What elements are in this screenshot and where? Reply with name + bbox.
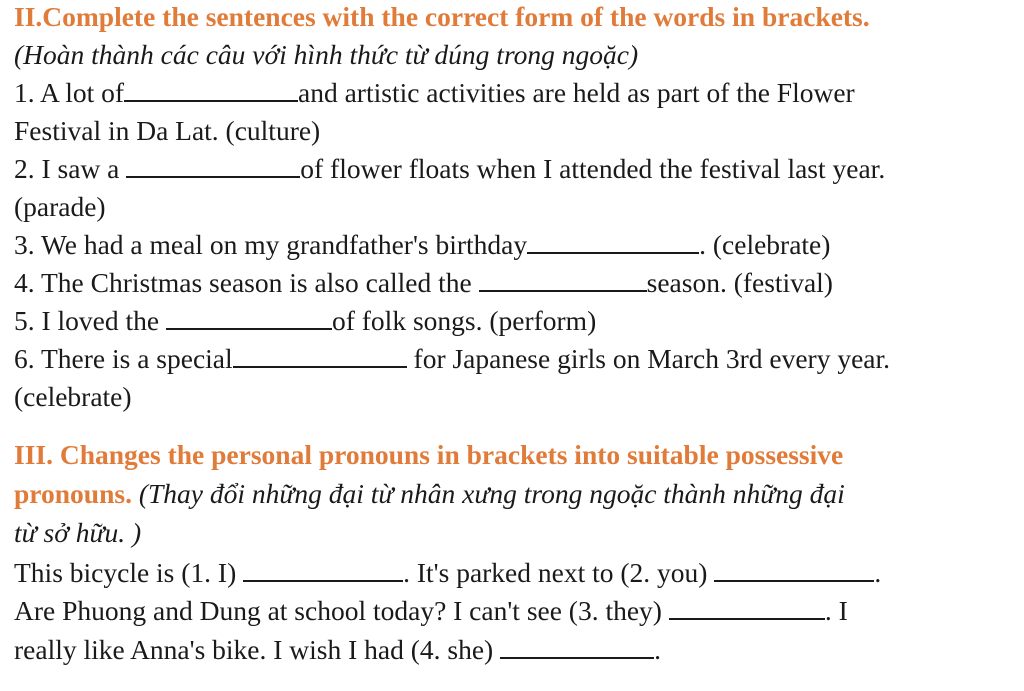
pronoun-blank-1[interactable] [243, 560, 403, 582]
item-6-continuation: (celebrate) [14, 381, 132, 412]
item-2-text-before: 2. I saw a [14, 153, 127, 184]
pronoun-blank-4[interactable] [500, 637, 654, 659]
item-1-answer-blank[interactable] [124, 80, 298, 102]
item-5-text-before: 5. I loved the [14, 305, 166, 336]
pronoun-blank-2[interactable] [714, 560, 874, 582]
passage-text: Are Phuong and Dung at school today? I can't see (3. they) [14, 595, 669, 626]
section-3-heading: III. Changes the personal pronouns in brackets into suitable possessive [14, 439, 844, 470]
item-4-answer-blank[interactable] [479, 270, 647, 292]
passage-line-1 [14, 556, 881, 590]
section-3-translation-continued: từ sở hữu. ) [14, 517, 142, 548]
item-1-continuation: Festival in Da Lat. (culture) [14, 115, 321, 146]
item-4-text-before: 4. The Christmas season is also called the [14, 267, 479, 298]
item-6-text-after: for Japanese girls on March 3rd every year. [406, 343, 891, 374]
exercise-item-4 [14, 266, 833, 300]
pronoun-blank-3[interactable] [669, 598, 825, 620]
passage-line-3 [14, 633, 661, 667]
item-2-answer-blank[interactable] [126, 156, 300, 178]
exercise-item-3 [14, 228, 830, 262]
item-5-text-after: of folk songs. (perform) [331, 305, 597, 336]
item-3-text-after: . (celebrate) [699, 229, 831, 260]
item-5-answer-blank[interactable] [166, 308, 332, 330]
passage-line-2 [14, 594, 848, 628]
exercise-item-6 [14, 342, 890, 376]
item-3-text-before: 3. We had a meal on my grandfather's birthday [14, 229, 528, 260]
passage-text: . [654, 634, 661, 665]
item-6-text-before: 6. There is a special [14, 343, 233, 374]
section-3-translation: (Thay đổi những đại từ nhân xưng trong ngoặc thành những đại [131, 478, 845, 509]
item-6-answer-blank[interactable] [233, 346, 407, 368]
item-3-answer-blank[interactable] [527, 232, 699, 254]
item-2-text-after: of flower floats when I attended the festival last year. [300, 153, 886, 184]
item-1-text-after: and artistic activities are held as part of the Flower [298, 77, 855, 108]
passage-text: . I [824, 595, 848, 626]
exercise-item-1 [14, 76, 855, 110]
item-4-text-after: season. (festival) [646, 267, 833, 298]
item-1-text-before: 1. A lot of [14, 77, 125, 108]
exercise-item-2 [14, 152, 885, 186]
passage-text: . [874, 557, 882, 588]
section-3-heading-continued [14, 477, 845, 511]
section-2-heading: II.Complete the sentences with the correct form of the words in brackets. [14, 1, 870, 32]
passage-text: This bicycle is (1. I) [14, 557, 244, 588]
exercise-item-5 [14, 304, 596, 338]
item-2-continuation: (parade) [14, 191, 106, 222]
section-2-translation: (Hoàn thành các câu với hình thức từ dúng trong ngoặc) [14, 39, 639, 70]
passage-text: . It's parked next to (2. you) [403, 557, 715, 588]
passage-text: really like Anna's bike. I wish I had (4. she) [14, 634, 501, 665]
section-3-heading-end: pronouns. [14, 478, 132, 509]
